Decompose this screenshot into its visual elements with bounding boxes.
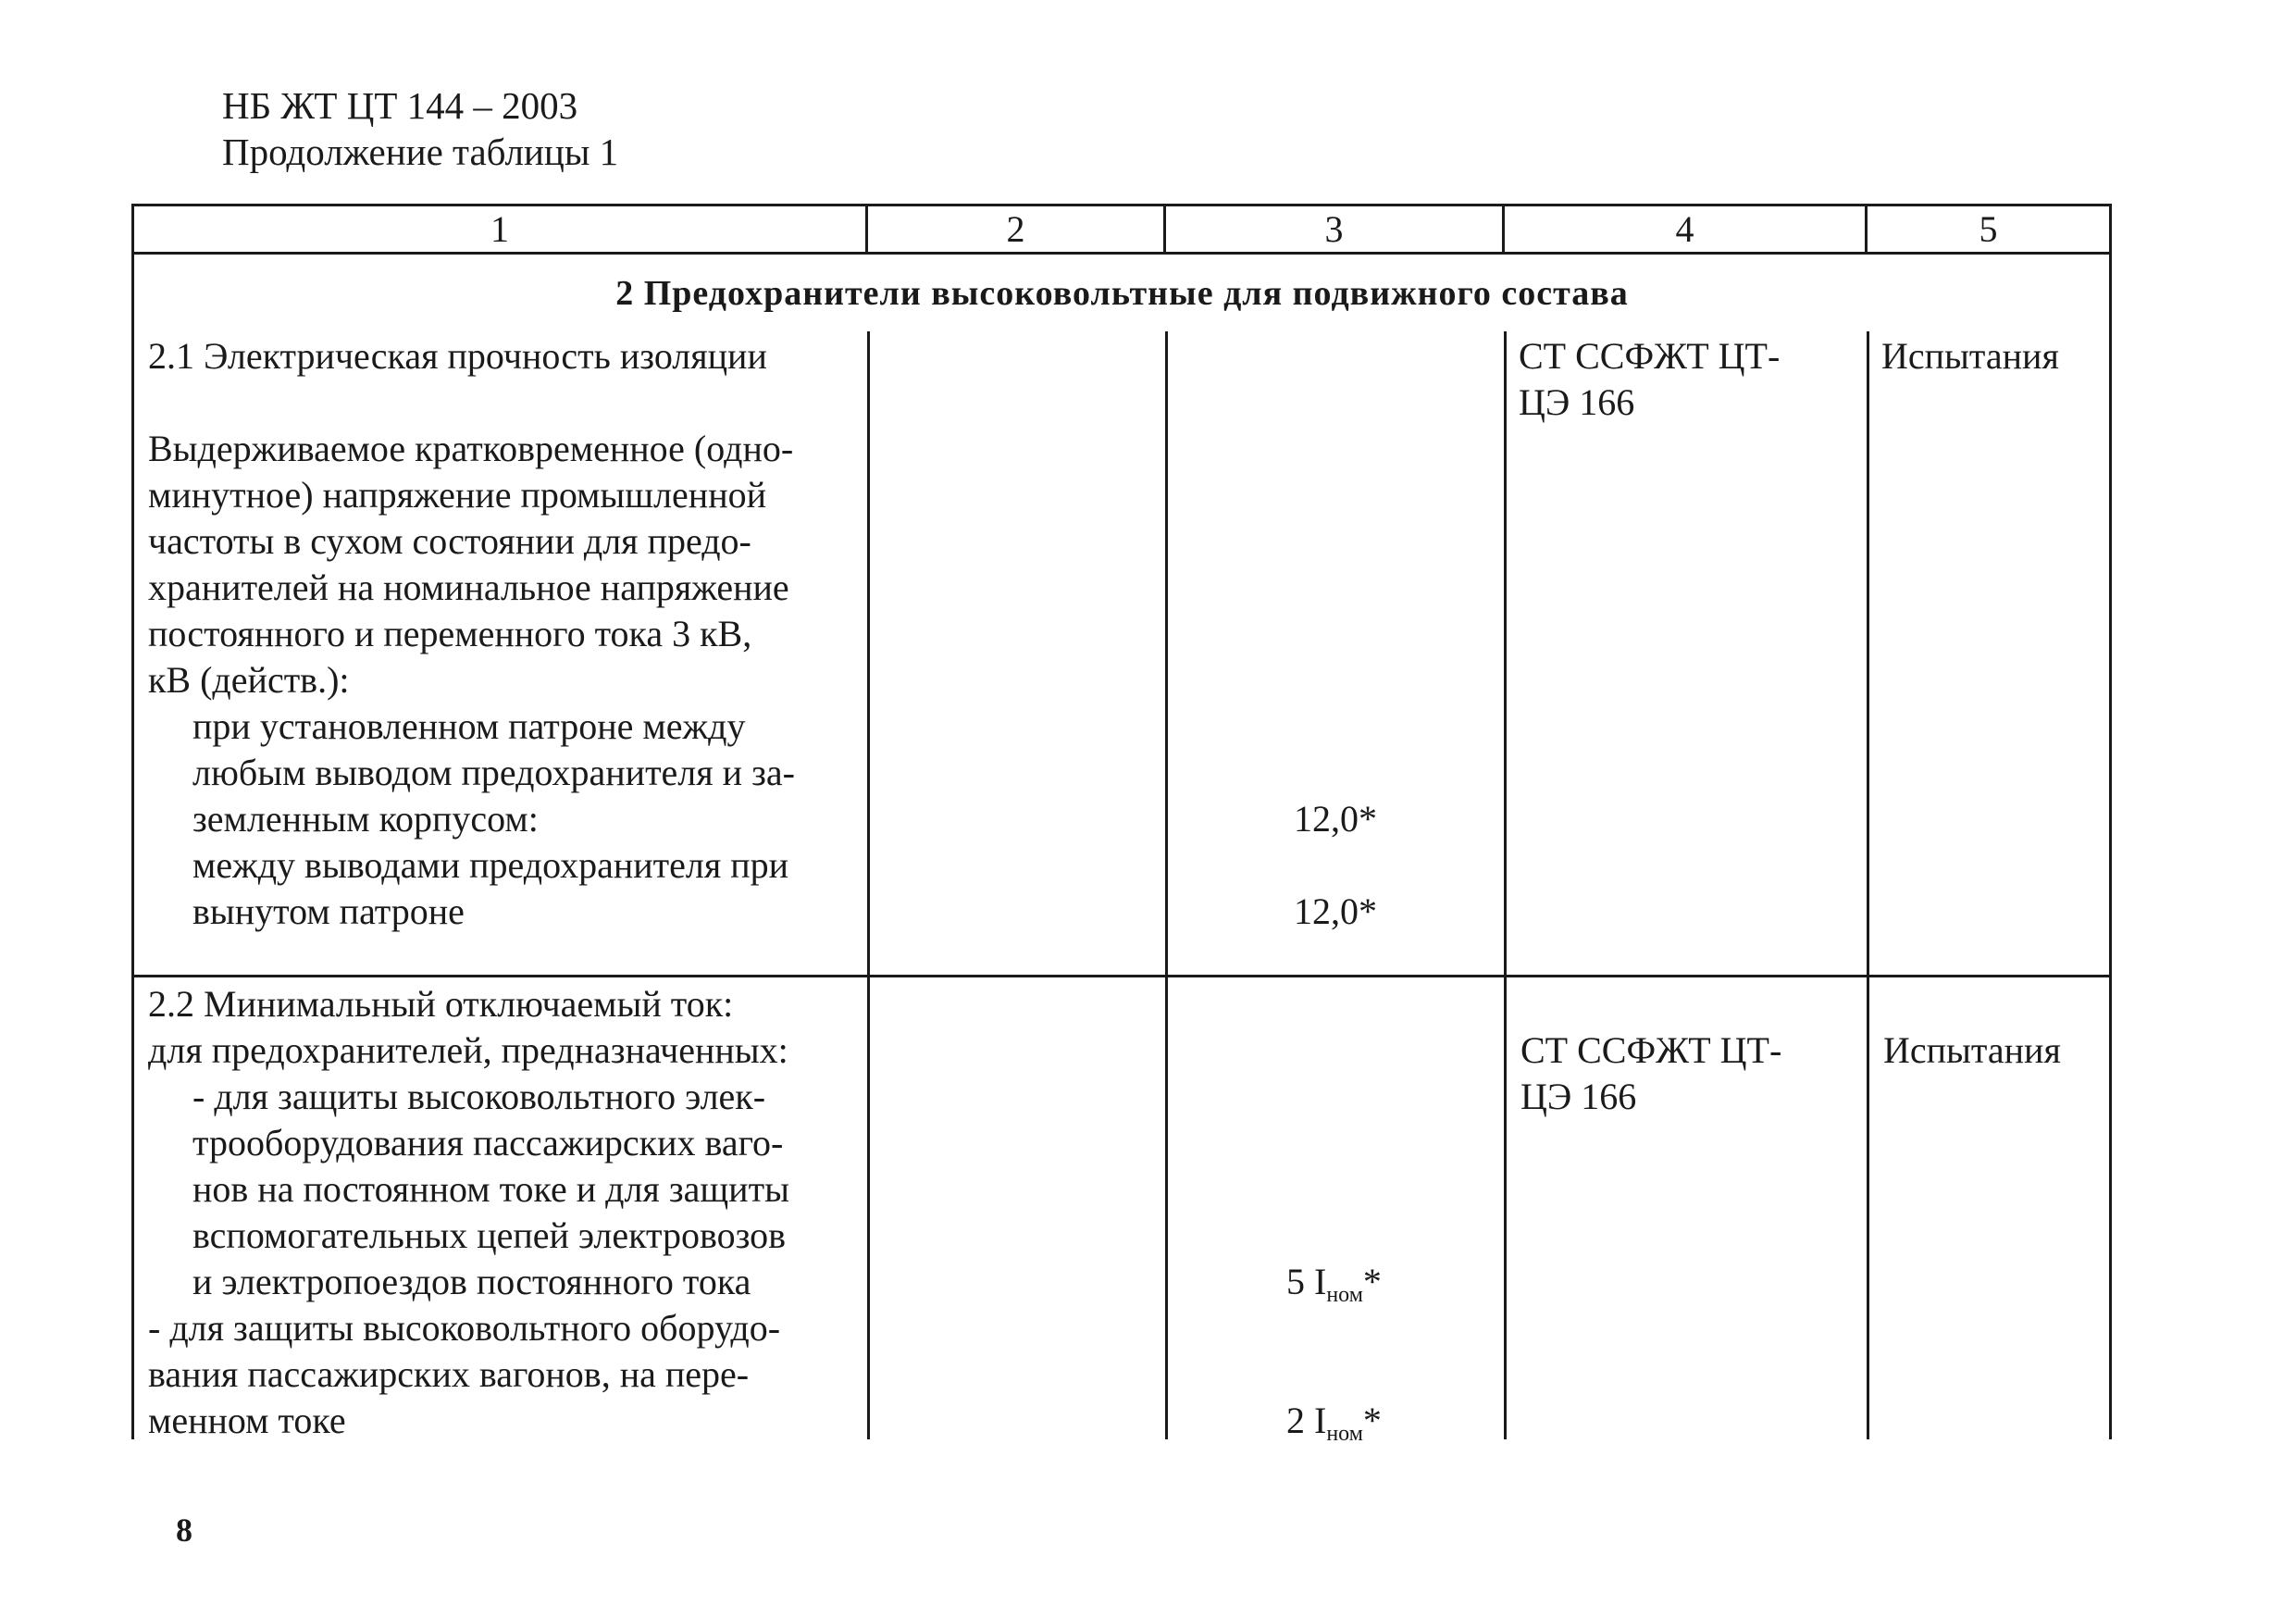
row-separator bbox=[131, 975, 2112, 977]
row-subitem-line: - для защиты высоковольтного элек- bbox=[192, 1076, 766, 1117]
row-subitem-line: любым выводом предохранителя и за- bbox=[192, 752, 795, 793]
test-method: Испытания bbox=[1881, 335, 2059, 377]
col-divider-2 bbox=[1165, 331, 1168, 1439]
row-subitem-line: нов на постоянном токе и для защиты bbox=[192, 1168, 789, 1210]
table-continuation-label: Продолжение таблицы 1 bbox=[222, 131, 619, 173]
row-intro: для предохранителей, предназначенных: bbox=[148, 1029, 788, 1071]
row-desc-line: кВ (действ.): bbox=[148, 659, 350, 701]
normative-doc-line: СТ ССФЖТ ЦТ- bbox=[1520, 1029, 1782, 1071]
column-header-5: 5 bbox=[1979, 208, 1998, 250]
row-subitem-line: - для защиты высоковольтного оборудо- bbox=[148, 1307, 781, 1349]
value-cell: 2 $I_{ном}*$ bbox=[1286, 1400, 1382, 1446]
column-header-4: 4 bbox=[1675, 208, 1694, 250]
row-desc-line: минутное) напряжение промышленной bbox=[148, 474, 767, 516]
row-subitem-line: вания пассажирских вагонов, на пере- bbox=[148, 1353, 750, 1395]
table-left-border bbox=[131, 204, 134, 1439]
section-title: 2 Предохранители высоковольтные для подвижного состава bbox=[615, 274, 1629, 313]
column-header-2: 2 bbox=[1006, 208, 1025, 250]
page-number: 8 bbox=[176, 1512, 192, 1549]
row-desc-line: хранителей на номинальное напряжение bbox=[148, 566, 789, 608]
row-subitem-line: вспомогательных цепей электровозов bbox=[192, 1214, 787, 1256]
row-subitem-line: при установленном патроне между bbox=[192, 705, 746, 747]
row-subitem-line: и электропоездов постоянного тока bbox=[192, 1261, 751, 1302]
normative-doc-line: ЦЭ 166 bbox=[1519, 381, 1635, 423]
row-subitem-line: между выводами предохранителя при bbox=[192, 844, 789, 886]
row-desc-line: Выдерживаемое кратковременное (одно- bbox=[148, 428, 794, 469]
column-header-3: 3 bbox=[1324, 208, 1344, 250]
row-title: 2.1 Электрическая прочность изоляции bbox=[148, 335, 767, 377]
row-subitem-line: вынутом патроне bbox=[192, 890, 465, 932]
row-title: 2.2 Минимальный отключаемый ток: bbox=[148, 983, 734, 1025]
value-cell: 12,0* bbox=[1294, 890, 1377, 932]
value-cell: 12,0* bbox=[1294, 798, 1377, 840]
row-subitem-line: трооборудования пассажирских ваго- bbox=[192, 1122, 784, 1164]
document-code: НБ ЖТ ЦТ 144 – 2003 bbox=[222, 84, 578, 127]
value-cell: 5 $I_{ном}*$ bbox=[1286, 1261, 1382, 1307]
table-right-border bbox=[2109, 204, 2112, 1439]
row-subitem-line: менном токе bbox=[148, 1400, 346, 1441]
normative-doc-line: СТ ССФЖТ ЦТ- bbox=[1519, 335, 1781, 377]
col-divider-4 bbox=[1867, 331, 1869, 1439]
col-divider-3 bbox=[1504, 331, 1507, 1439]
test-method: Испытания bbox=[1883, 1029, 2061, 1071]
row-subitem-line: земленным корпусом: bbox=[192, 798, 539, 840]
column-header-1: 1 bbox=[490, 208, 509, 250]
normative-doc-line: ЦЭ 166 bbox=[1520, 1076, 1637, 1117]
col-divider-1 bbox=[867, 331, 870, 1439]
row-desc-line: частоты в сухом состоянии для предо- bbox=[148, 520, 751, 562]
row-desc-line: постоянного и переменного тока 3 кВ, bbox=[148, 613, 752, 654]
